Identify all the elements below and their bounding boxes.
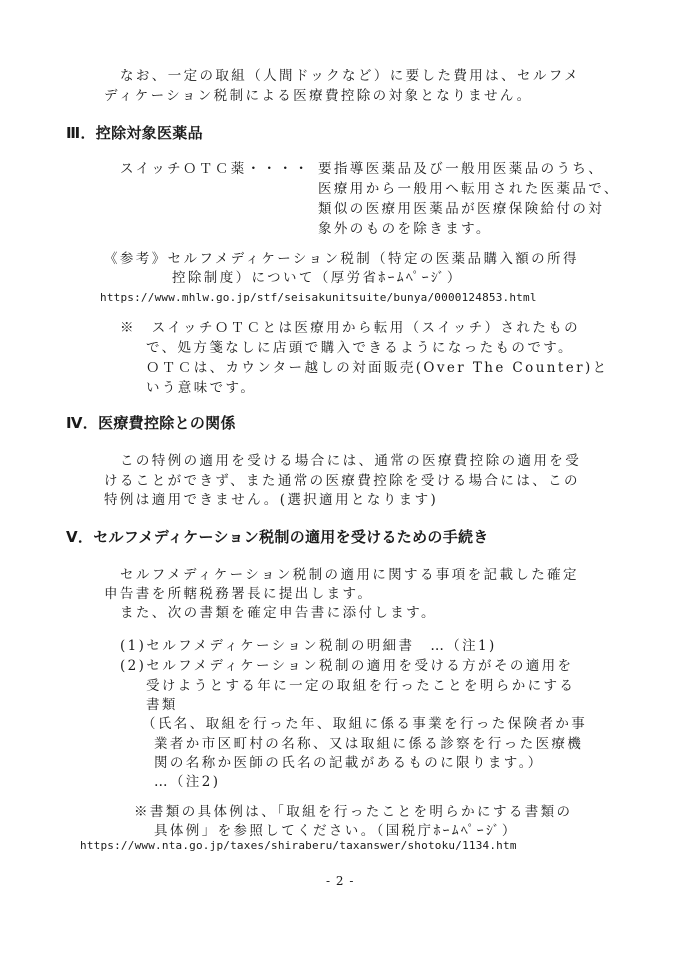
otc-definition-line-2: 医療用から一般用へ転用された医薬品で、 (318, 181, 620, 197)
switch-note-line-3: ＯＴＣは、カウンター越しの対面販売(Over The Counter)と (146, 360, 609, 376)
section-4-heading: Ⅳ．医療費控除との関係 (66, 414, 236, 432)
otc-term: スイッチＯＴＣ薬・・・・ (120, 161, 311, 177)
page-number: - 2 - (326, 874, 355, 888)
examples-note-line-1: ※書類の具体例は、「取組を行ったことを明らかにする書類の (134, 804, 573, 820)
list-item-2-line-3: 書類 (146, 697, 178, 713)
list-item-2-detail-line-2: 業者か市区町村の名称、又は取組に係る診察を行った医療機 (154, 736, 584, 752)
switch-note-line-4: いう意味です。 (146, 380, 257, 396)
otc-definition-line-1: 要指導医薬品及び一般用医薬品のうち、 (318, 161, 605, 177)
list-item-2-detail-line-3: 関の名称か医師の氏名の記載があるものに限ります。） (154, 755, 544, 771)
intro-line-2: ディケーション税制による医療費控除の対象となりません。 (104, 88, 533, 104)
section-3-heading: Ⅲ．控除対象医薬品 (66, 124, 203, 142)
section-4-line-3: 特例は適用できません。(選択適用となります) (104, 492, 439, 508)
switch-note-line-2: で、処方箋なしに店頭で購入できるようになったものです。 (146, 340, 574, 356)
section-4-line-1: この特例の適用を受ける場合には、通常の医療費控除の適用を受 (120, 453, 582, 469)
list-item-2-line-1: (2)セルフメディケーション税制の適用を受ける方がその適用を (120, 658, 574, 674)
list-item-2-line-2: 受けようとする年に一定の取組を行ったことを明らかにする (146, 678, 576, 694)
section-5-line-3: また、次の書類を確定申告書に添付します。 (120, 605, 437, 621)
reference-line-2: 控除制度）について（厚労省ﾎｰﾑﾍﾟｰｼﾞ） (172, 270, 463, 286)
section-4-line-2: けることができず、また通常の医療費控除を受ける場合には、この (104, 473, 580, 489)
list-item-2-detail-line-1: （氏名、取組を行った年、取組に係る事業を行った保険者か事 (142, 716, 588, 732)
section-5-line-1: セルフメディケーション税制の適用に関する事項を記載した確定 (120, 567, 579, 583)
nta-url-link[interactable]: https://www.nta.go.jp/taxes/shiraberu/taxanswer/shotoku/1134.htm (80, 839, 517, 852)
list-item-1: (1)セルフメディケーション税制の明細書 …（注1) (120, 638, 497, 654)
switch-note-line-1: ※ スイッチＯＴＣとは医療用から転用（スイッチ）されたもの (120, 320, 581, 336)
examples-note-line-2: 具体例」を参照してください。（国税庁ﾎｰﾑﾍﾟｰｼﾞ） (154, 823, 518, 839)
otc-definition-line-4: 象外のものを除きます。 (318, 221, 492, 237)
intro-line-1: なお、一定の取組（人間ドックなど）に要した費用は、セルフメ (120, 68, 581, 84)
reference-line-1: 《参考》セルフメディケーション税制（特定の医薬品購入額の所得 (104, 251, 579, 267)
section-5-line-2: 申告書を所轄税務署長に提出します。 (104, 586, 374, 602)
section-5-heading: Ⅴ．セルフメディケーション税制の適用を受けるための手続き (66, 528, 489, 546)
otc-definition-line-3: 類似の医療用医薬品が医療保険給付の対 (318, 201, 605, 217)
mhlw-url-link[interactable]: https://www.mhlw.go.jp/stf/seisakunitsuite/bunya/0000124853.html (100, 291, 537, 304)
list-item-2-detail-line-4: …（注2) (154, 774, 221, 790)
